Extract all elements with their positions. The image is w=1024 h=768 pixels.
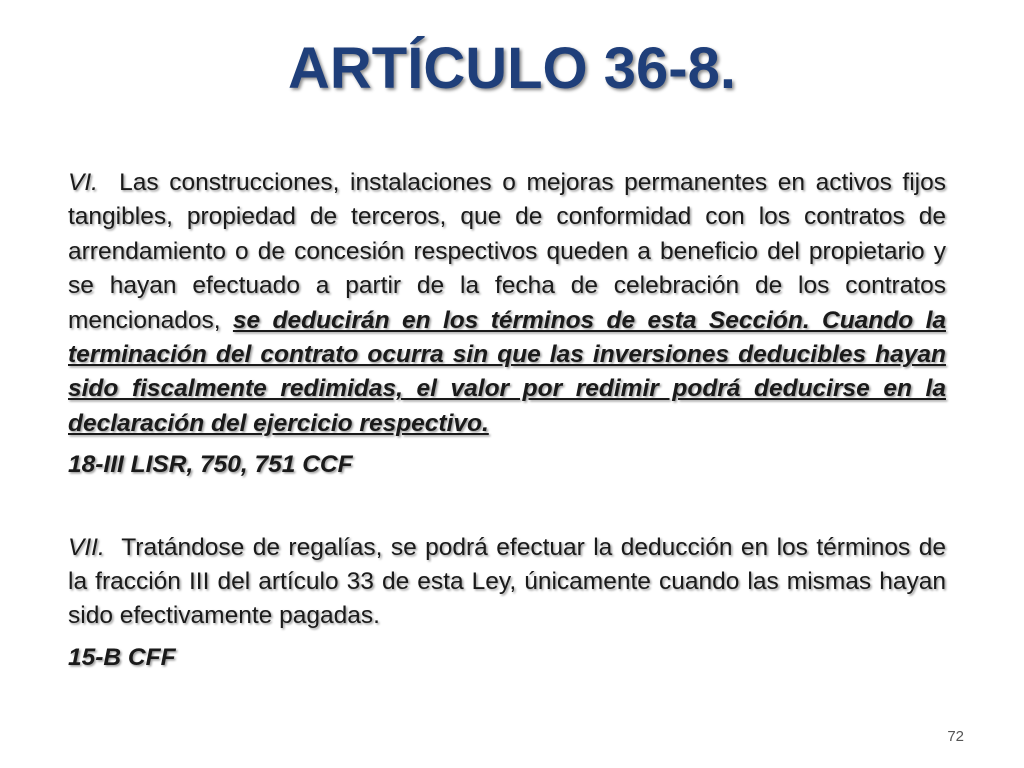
slide-title: ARTÍCULO 36-8. [288, 36, 736, 101]
section-vi-numeral: VI. [68, 169, 98, 196]
section-spacer [68, 483, 946, 531]
section-vi-paragraph [68, 166, 946, 441]
section-vii-numeral: VII. [68, 533, 105, 561]
section-vii-paragraph [68, 531, 946, 634]
slide-body [68, 166, 946, 675]
section-vii-text: Tratándose de regalías, se podrá efectuar la deducción en los términos de la fracción III del artículo 33 de esta Ley, únicamente cuando las mismas hayan sido efectivamente pagadas. [68, 533, 947, 630]
page-number: 72 [947, 728, 964, 745]
section-vii-reference: 15-B CFF [68, 643, 176, 671]
section-vi-emphasis: se deducirán en los términos de esta Sección. Cuando la terminación del contrato ocurra sin que las inversiones deducibles hayan sido fiscalmente redimidas, el valor por redimir podrá deducirse en la declaración del ejercicio respectivo. [68, 306, 946, 437]
section-vi-text: Las construcciones, instalaciones o mejoras permanentes en activos fijos tangibles, propiedad de terceros, que de conformidad con los contratos de arrendamiento o de concesión respectivos queden a beneficio del propietario y se hayan efectuado a partir de la fecha de celebración de los contratos mencionados, [68, 169, 946, 334]
section-vi-reference: 18-III LISR, 750, 751 CCF [68, 451, 353, 479]
